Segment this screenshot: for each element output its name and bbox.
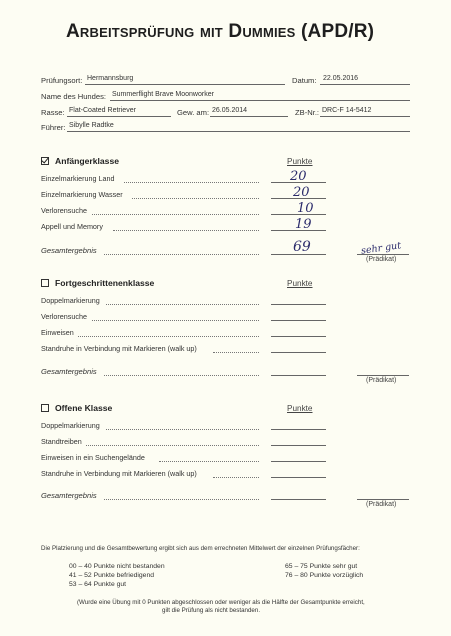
score-line [271,429,326,430]
score-line [271,352,326,353]
scale-entry: 65 – 75 Punkte sehr gut [285,563,358,570]
datum-value: 22.05.2016 [323,75,359,82]
checkbox-checked-icon[interactable] [41,157,49,165]
leader-dots [78,336,259,337]
pradikat-label: (Prädikat) [366,377,397,384]
score-value: 10 [297,201,314,216]
fuehrer-underline [67,131,410,132]
leader-dots [104,499,259,500]
pradikat-handwritten: sehr gut [360,240,402,257]
leader-dots [124,182,259,183]
gewam-value: 26.05.2014 [212,107,248,114]
rasse-label: Rasse: [41,108,65,117]
scale-entry: 00 – 40 Punkte nicht bestanden [69,563,165,570]
item-label: Einweisen [41,328,74,337]
footer-note-line2: gilt die Prüfung als nicht bestanden. [162,607,261,614]
pradikat-label: (Prädikat) [366,501,397,508]
gesamtergebnis-label: Gesamtergebnis [41,491,97,500]
item-label: Einweisen in ein Suchengelände [41,453,145,462]
total-line [271,499,326,500]
zbnr-underline [320,116,410,117]
zbnr-value: DRC-F 14-5412 [322,107,372,114]
section-anfaengerklasse-title: Anfängerklasse [41,156,119,166]
pruefungsort-underline [85,84,285,85]
pradikat-line [357,499,409,500]
footer-note-line1: (Wurde eine Übung mit 0 Punkten abgeschlossen oder weniger als die Hälfte der Gesamtpunkte erreicht, [77,599,365,606]
checkbox-unchecked-icon[interactable] [41,404,49,412]
section-offene-klasse-title: Offene Klasse [41,403,112,413]
item-label: Doppelmarkierung [41,296,100,305]
hund-label: Name des Hundes: [41,92,107,101]
score-value: 20 [290,169,307,184]
pradikat-label: (Prädikat) [366,256,397,263]
leader-dots [213,352,259,353]
item-label: Verlorensuche [41,312,87,321]
score-line [271,461,326,462]
gesamtergebnis-label: Gesamtergebnis [41,246,97,255]
item-label: Standtreiben [41,437,82,446]
leader-dots [92,320,259,321]
gesamtergebnis-label: Gesamtergebnis [41,367,97,376]
pruefungsort-label: Prüfungsort: [41,76,83,85]
zbnr-label: ZB-Nr.: [295,108,320,117]
item-label: Doppelmarkierung [41,421,100,430]
score-line [271,445,326,446]
item-label: Verlorensuche [41,206,87,215]
datum-underline [320,84,410,85]
leader-dots [159,461,259,462]
score-line [271,336,326,337]
score-line [271,304,326,305]
leader-dots [86,445,259,446]
rasse-value: Flat-Coated Retriever [69,107,136,114]
leader-dots [106,304,259,305]
scale-entry: 41 – 52 Punkte befriedigend [69,572,155,579]
leader-dots [113,230,259,231]
leader-dots [104,375,259,376]
pradikat-line [357,375,409,376]
leader-dots [92,214,259,215]
leader-dots [104,254,259,255]
punkte-header: Punkte [287,279,313,288]
hund-underline [110,100,410,101]
punkte-header: Punkte [287,404,313,413]
scale-entry: 76 – 80 Punkte vorzüglich [285,572,364,579]
total-score: 69 [293,239,311,255]
item-label: Standruhe in Verbindung mit Markieren (walk up) [41,344,197,353]
item-label: Einzelmarkierung Land [41,174,115,183]
punkte-header: Punkte [287,157,313,166]
page-title: Arbeitsprüfung mit Dummies (APD/R) [66,21,375,42]
fuehrer-value: Sibylle Radtke [69,122,114,129]
datum-label: Datum: [292,76,317,85]
score-line [271,477,326,478]
rasse-underline [67,116,171,117]
gewam-label: Gew. am: [177,108,210,117]
leader-dots [132,198,259,199]
checkbox-unchecked-icon[interactable] [41,279,49,287]
score-value: 19 [295,217,312,232]
footer-intro: Die Platzierung und die Gesamtbewertung ergibt sich aus dem errechneten Mittelwert der einzelnen Prüfungsfächer: [41,545,360,552]
leader-dots [106,429,259,430]
scale-entry: 53 – 64 Punkte gut [69,581,127,588]
leader-dots [213,477,259,478]
fuehrer-label: Führer: [41,123,66,132]
score-value: 20 [293,185,310,200]
pruefungsort-value: Hermannsburg [87,75,134,82]
section-fortgeschrittenenklasse-title: Fortgeschrittenenklasse [41,278,154,288]
total-line [271,375,326,376]
item-label: Appell und Memory [41,222,103,231]
gewam-underline [210,116,288,117]
item-label: Einzelmarkierung Wasser [41,190,123,199]
hund-value: Summerflight Brave Moonworker [112,91,214,98]
item-label: Standruhe in Verbindung mit Markieren (walk up) [41,469,197,478]
score-line [271,320,326,321]
